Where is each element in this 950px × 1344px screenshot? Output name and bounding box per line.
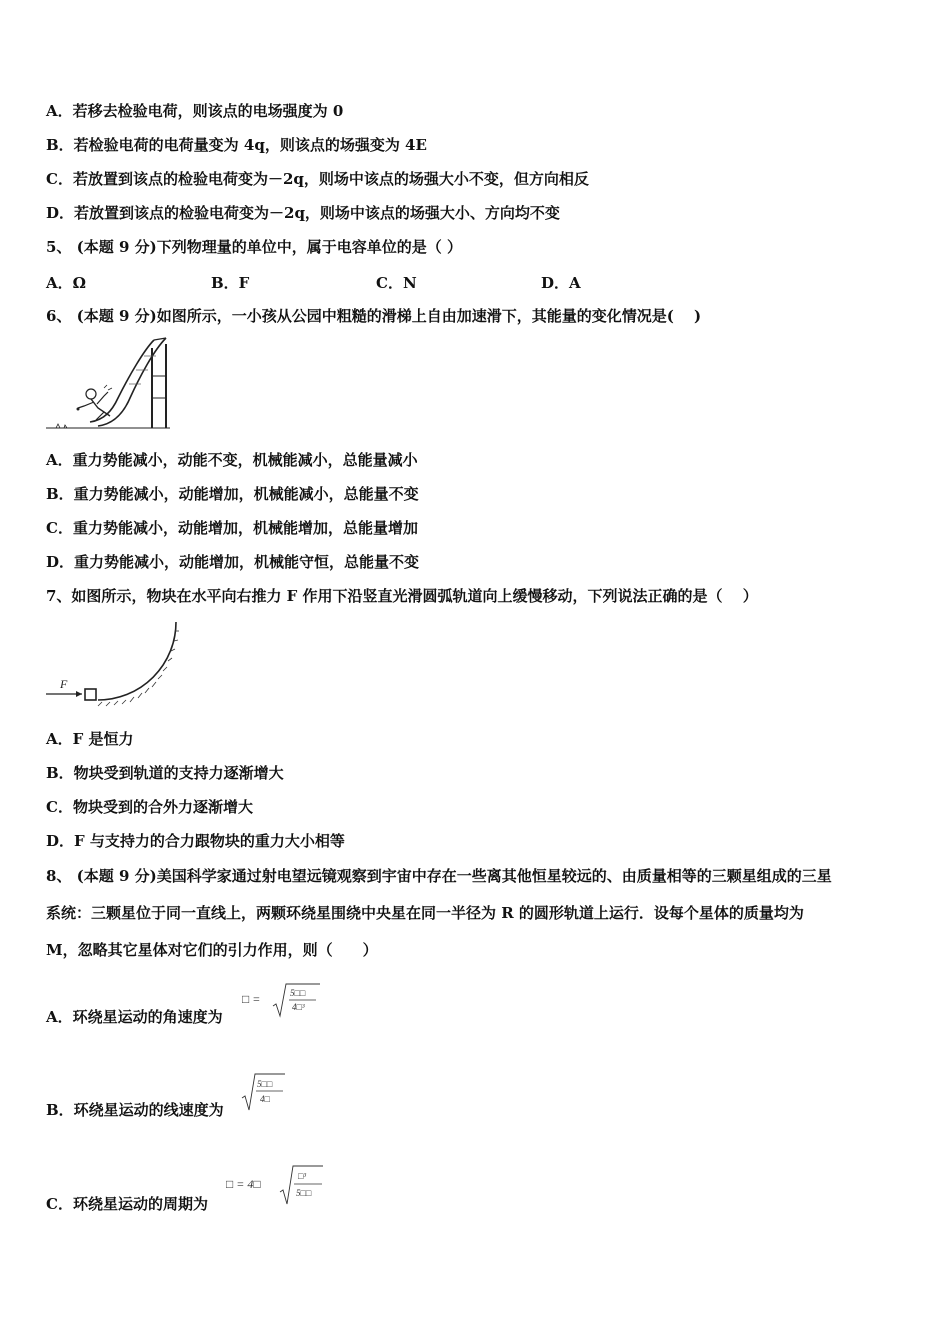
q5-option-b: B．F xyxy=(211,274,250,292)
formula-c xyxy=(226,1164,326,1206)
q4-option-a: A．若移去检验电荷，则该点的电场强度为 0 xyxy=(46,102,344,120)
arc-track-figure xyxy=(44,616,186,708)
formula-a-num: 5□□ xyxy=(290,988,306,998)
q8-option-b: B．环绕星运动的线速度为 xyxy=(46,1101,224,1119)
q7-option-d: D．F 与支持力的合力跟物块的重力大小相等 xyxy=(46,832,345,850)
formula-b xyxy=(240,1072,286,1112)
q4-option-c: C．若放置到该点的检验电荷变为－2q，则场中该点的场强大小不变，但方向相反 xyxy=(46,170,589,188)
formula-c-num: □³ xyxy=(298,1171,307,1181)
slide-figure xyxy=(44,336,172,436)
formula-a xyxy=(242,982,324,1020)
q7-option-c: C．物块受到的合外力逐渐增大 xyxy=(46,798,253,816)
formula-c-lhs: □ = 4□ xyxy=(226,1177,261,1191)
q7-option-b: B．物块受到轨道的支持力逐渐增大 xyxy=(46,764,284,782)
q5-stem: 5、 (本题 9 分)下列物理量的单位中，属于电容单位的是（ ） xyxy=(46,238,462,256)
q5-option-a: A．Ω xyxy=(46,274,86,292)
q8-option-c: C．环绕星运动的周期为 xyxy=(46,1195,208,1213)
formula-b-num: 5□□ xyxy=(257,1079,273,1089)
q8-option-a: A．环绕星运动的角速度为 xyxy=(46,1008,223,1026)
q6-stem: 6、 (本题 9 分)如图所示，一小孩从公园中粗糙的滑梯上自由加速滑下，其能量的变化情况是( ) xyxy=(46,307,702,325)
q6-option-d: D．重力势能减小，动能增加，机械能守恒，总能量不变 xyxy=(46,553,420,571)
q7-stem: 7、如图所示，物块在水平向右推力 F 作用下沿竖直光滑圆弧轨道向上缓慢移动，下列说法正确的是（ ） xyxy=(46,587,758,605)
q5-option-c: C．N xyxy=(376,274,417,292)
q7-option-a: A．F 是恒力 xyxy=(46,730,134,748)
formula-a-lhs: □ = xyxy=(242,992,261,1006)
q5-option-d: D．A xyxy=(541,274,581,292)
formula-a-den: 4□³ xyxy=(292,1002,305,1012)
q6-option-b: B．重力势能减小，动能增加，机械能减小，总能量不变 xyxy=(46,485,419,503)
q8-stem-line1: 8、 (本题 9 分)美国科学家通过射电望远镜观察到宇宙中存在一些离其他恒星较远的、由质量相等的三颗星组成的三星 xyxy=(46,867,832,885)
q8-stem-line3: M，忽略其它星体对它们的引力作用，则（ ） xyxy=(46,941,378,959)
q6-option-c: C．重力势能减小，动能增加，机械能增加，总能量增加 xyxy=(46,519,418,537)
force-label: F xyxy=(60,677,68,691)
q4-option-b: B．若检验电荷的电荷量变为 4q，则该点的场强变为 4E xyxy=(46,136,427,154)
q4-option-d: D．若放置到该点的检验电荷变为－2q，则场中该点的场强大小、方向均不变 xyxy=(46,204,560,222)
formula-b-den: 4□ xyxy=(260,1094,270,1104)
q8-stem-line2: 系统：三颗星位于同一直线上，两颗环绕星围绕中央星在同一半径为 R 的圆形轨道上运行．设每个星体的质量均为 xyxy=(46,904,804,922)
q6-option-a: A．重力势能减小，动能不变，机械能减小，总能量减小 xyxy=(46,451,418,469)
formula-c-den: 5□□ xyxy=(296,1188,312,1198)
